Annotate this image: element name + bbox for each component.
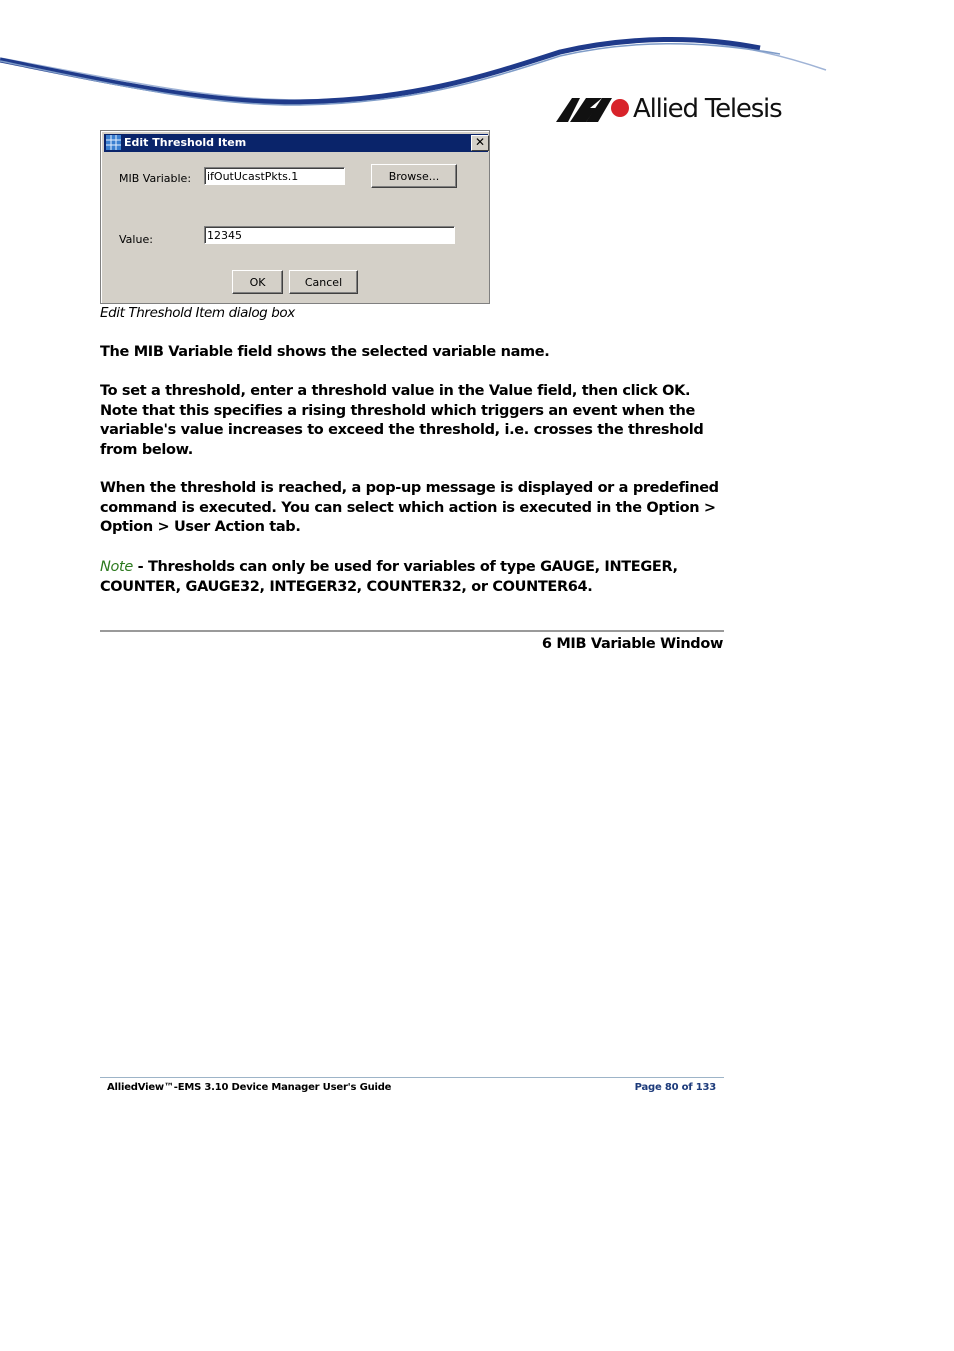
mib-variable-label: MIB Variable: [119,172,192,185]
allied-telesis-logo-mark-icon [556,98,630,122]
dialog-title-bar [104,134,488,152]
footer-divider [100,1077,724,1078]
cancel-button[interactable]: Cancel [289,270,358,294]
figure-caption: Edit Threshold Item dialog box [100,305,295,321]
paragraph-threshold-reached: When the threshold is reached, a pop-up message is displayed or a predefined command is executed. You can select which action is executed in the Option > Option > User Action tab. [100,480,719,535]
browse-button[interactable]: Browse... [371,164,457,188]
footer-document-title: AlliedView™-EMS 3.10 Device Manager User's Guide [107,1082,392,1093]
footer-page-number: Page 80 of 133 [634,1082,716,1093]
value-label: Value: [119,233,153,246]
section-divider [100,630,724,632]
app-grid-icon [106,135,121,150]
note-text: - Thresholds can only be used for variables of type GAUGE, INTEGER, COUNTER, GAUGE32, INTEGER32, COUNTER32, or COUNTER64. [100,559,678,595]
allied-telesis-logo [556,94,780,128]
paragraph-mib-variable: The MIB Variable field shows the selected variable name. [100,344,550,360]
header-swoosh-graphic [0,30,954,110]
mib-variable-field[interactable]: ifOutUcastPkts.1 [204,167,345,185]
edit-threshold-item-dialog [100,130,490,304]
section-title: 6 MIB Variable Window [541,636,723,652]
note-label: Note [100,559,133,575]
value-field[interactable]: 12345 [204,226,455,244]
note-paragraph [100,558,725,597]
close-button[interactable]: ✕ [471,135,489,151]
dialog-title: Edit Threshold Item [124,136,247,149]
ok-button[interactable]: OK [232,270,283,294]
paragraph-set-threshold: To set a threshold, enter a threshold value in the Value field, then click OK. Note that this specifies a rising threshold which triggers an event when the variable's value increases to exceed the threshold, i.e. crosses the threshold from below. [100,383,704,458]
brand-name: Allied Telesis [633,94,782,124]
